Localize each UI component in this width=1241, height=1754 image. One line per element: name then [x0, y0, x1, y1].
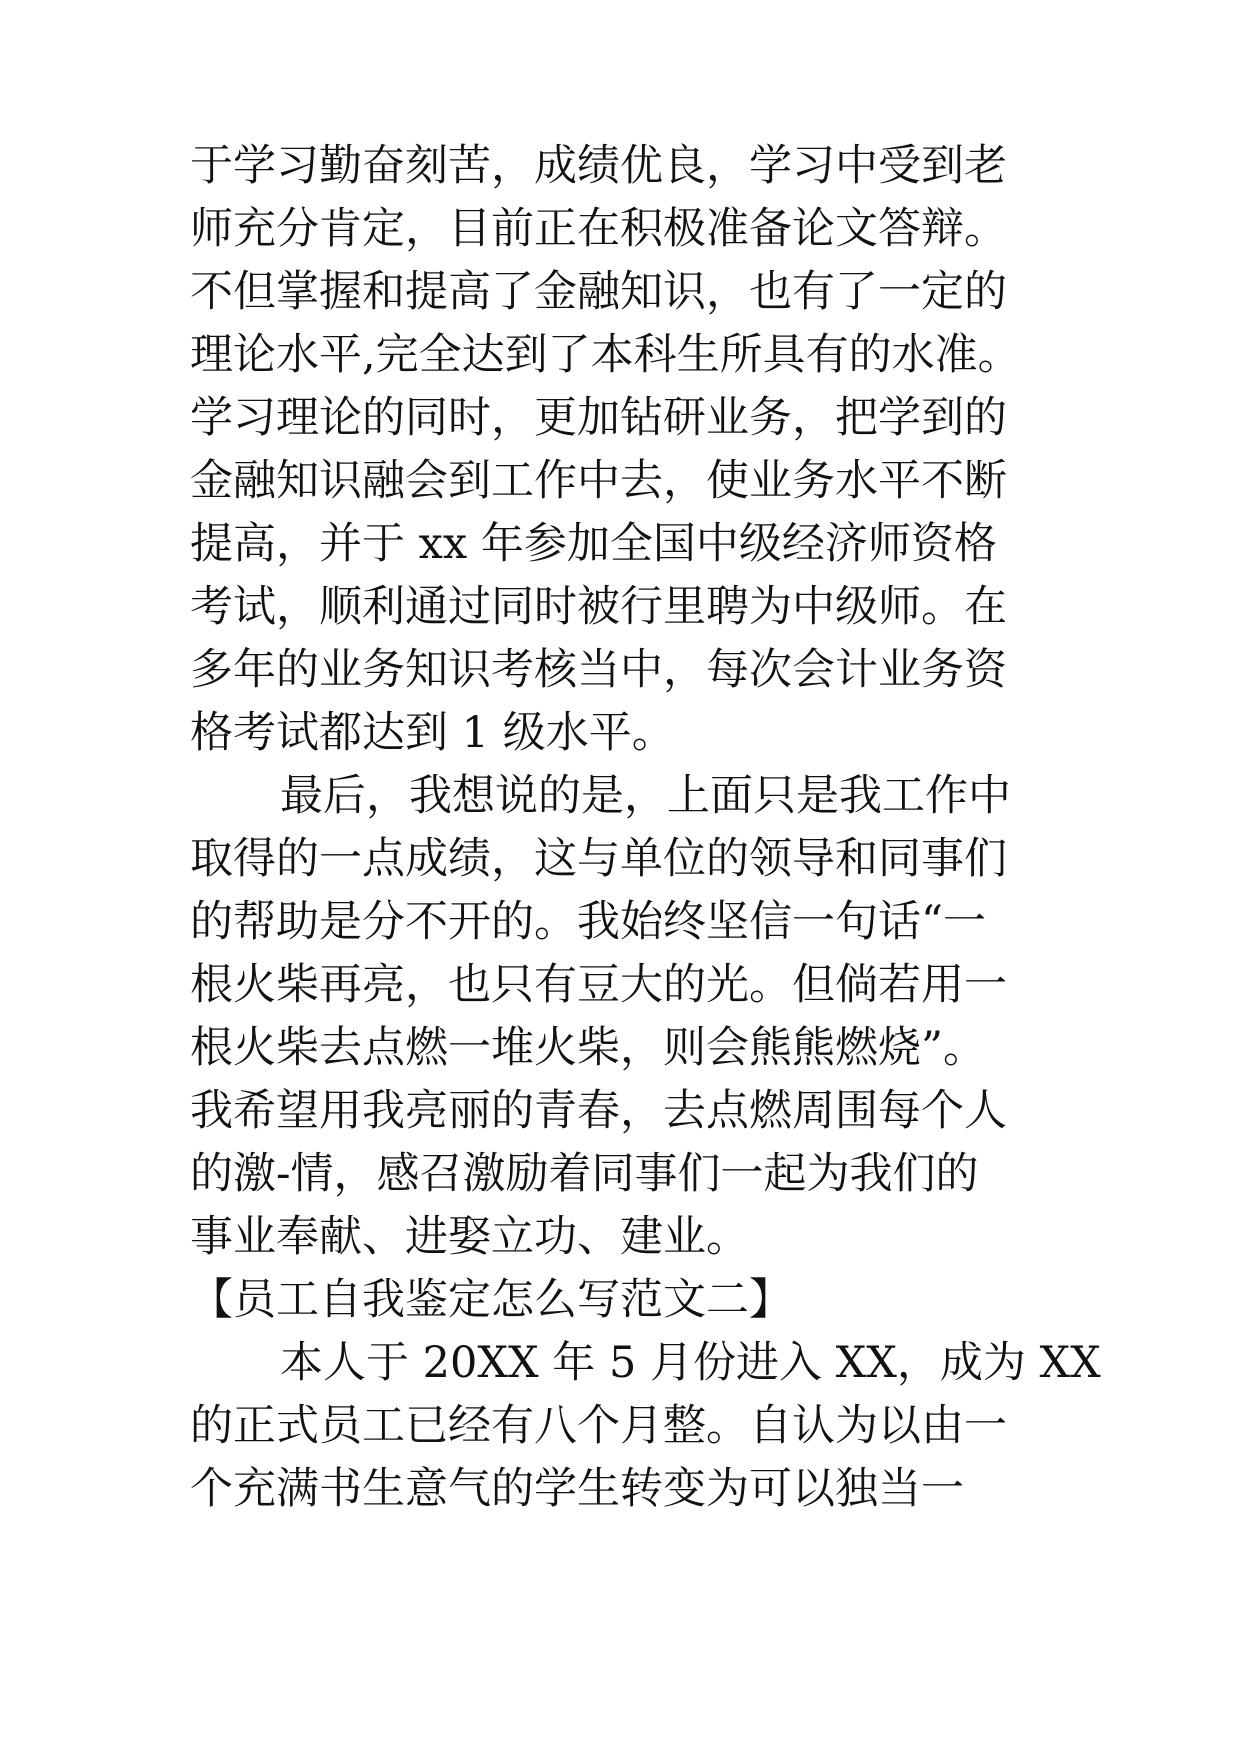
- text-line: 学习理论的同时，更加钻研业务，把学到的: [190, 393, 1007, 443]
- text-line: 理论水平,完全达到了本科生所具有的水准。: [190, 330, 1021, 380]
- text-line: 取得的一点成绩，这与单位的领导和同事们: [190, 834, 1007, 884]
- text-line: 于学习勤奋刻苦，成绩优良，学习中受到老: [190, 141, 1007, 191]
- text-line: 金融知识融会到工作中去，使业务水平不断: [190, 456, 1007, 506]
- text-line: 考试，顺利通过同时被行里聘为中级师。在: [190, 582, 1007, 632]
- text-line: 个充满书生意气的学生转变为可以独当一: [190, 1464, 964, 1514]
- text-line: 的激-情，感召激励着同事们一起为我们的: [190, 1149, 979, 1199]
- text-line: 的正式员工已经有八个月整。自认为以由一: [190, 1401, 1007, 1451]
- text-line: 格考试都达到 1 级水平。: [190, 708, 675, 758]
- text-line: 多年的业务知识考核当中，每次会计业务资: [190, 645, 1007, 695]
- section-heading: 【员工自我鉴定怎么写范文二】: [190, 1275, 792, 1325]
- text-line: 不但掌握和提高了金融知识，也有了一定的: [190, 267, 1007, 317]
- text-line: 根火柴去点燃一堆火柴，则会熊熊燃烧”。: [190, 1023, 986, 1073]
- text-line: 提高，并于 xx 年参加全国中级经济师资格: [190, 519, 997, 569]
- text-line: 事业奉献、进娶立功、建业。: [190, 1212, 749, 1262]
- text-line: 根火柴再亮，也只有豆大的光。但倘若用一: [190, 960, 1007, 1010]
- text-line: 的帮助是分不开的。我始终坚信一句话“一: [190, 897, 986, 947]
- paragraph-first-line: 最后，我想说的是，上面只是我工作中: [280, 771, 1011, 821]
- text-line: 师充分肯定，目前正在积极准备论文答辩。: [190, 204, 1007, 254]
- paragraph-first-line: 本人于 20XX 年 5 月份进入 XX，成为 XX: [280, 1338, 1101, 1388]
- text-line: 我希望用我亮丽的青春，去点燃周围每个人: [190, 1086, 1007, 1136]
